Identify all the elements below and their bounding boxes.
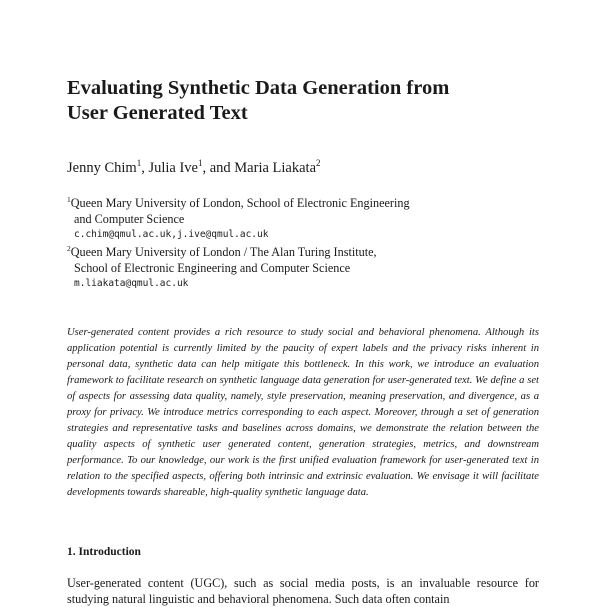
author-separator: , and xyxy=(202,160,235,176)
affiliation-line: Queen Mary University of London / The Alan Turing Institute, xyxy=(70,245,377,259)
affiliation-marker: 1 xyxy=(67,195,71,204)
affiliation-line: and Computer Science xyxy=(74,212,185,226)
affiliation-2 xyxy=(67,241,377,292)
affiliation-email: c.chim@qmul.ac.uk,j.ive@qmul.ac.uk xyxy=(74,229,269,240)
abstract: User-generated content provides a rich resource to study social and behavioral phenomena. Although its application potential is currently limited by the paucity of expert labels and the privacy risks inherent in personal data, synthetic data can help mitigate this bottleneck. In this work, we introduce an evaluation framework to facilitate research on synthetic language data generation for user-generated text. We define a set of aspects for assessing data quality, namely, style preservation, meaning preservation, and divergence, as a proxy for privacy. We introduce metrics corresponding to each aspect. Moreover, through a set of generation strategies and representative tasks and baselines across domains, we demonstrate the relation between the quality aspects of synthetic user generated content, generation strategies, metrics, and downstream performance. To our knowledge, our work is the first unified evaluation framework for user-generated text in relation to the specified aspects, offering both intrinsic and extrinsic evaluation. We envisage it will facilitate developments towards shareable, high-quality synthetic language data. xyxy=(67,327,539,498)
author-affiliation-marker: 2 xyxy=(316,158,321,168)
affiliation-email: m.liakata@qmul.ac.uk xyxy=(74,278,189,289)
section-heading-introduction: 1. Introduction xyxy=(67,546,141,558)
author-separator: , xyxy=(141,160,149,176)
author-affiliation-marker: 1 xyxy=(136,158,142,168)
paper-title-line-1: Evaluating Synthetic Data Generation from xyxy=(67,77,450,99)
introduction-text: User-generated content (UGC), such as social media posts, is an invaluable resource for studying natural linguistic and behavioral phenomena. Such data often contain xyxy=(67,576,539,606)
author-name: Maria Liakata xyxy=(234,160,316,176)
author-name: Jenny Chim xyxy=(67,160,137,176)
affiliation-line: School of Electronic Engineering and Computer Science xyxy=(74,261,351,275)
affiliation-1 xyxy=(67,192,410,243)
affiliation-marker: 2 xyxy=(67,244,71,253)
author-affiliation-marker: 1 xyxy=(197,158,203,168)
author-name: Julia Ive xyxy=(148,160,198,176)
paper-title-line-2: User Generated Text xyxy=(67,102,248,124)
paper-title xyxy=(67,76,537,126)
affiliation-line: Queen Mary University of London, School of Electronic Engineering xyxy=(70,196,410,210)
author-list xyxy=(67,158,321,177)
